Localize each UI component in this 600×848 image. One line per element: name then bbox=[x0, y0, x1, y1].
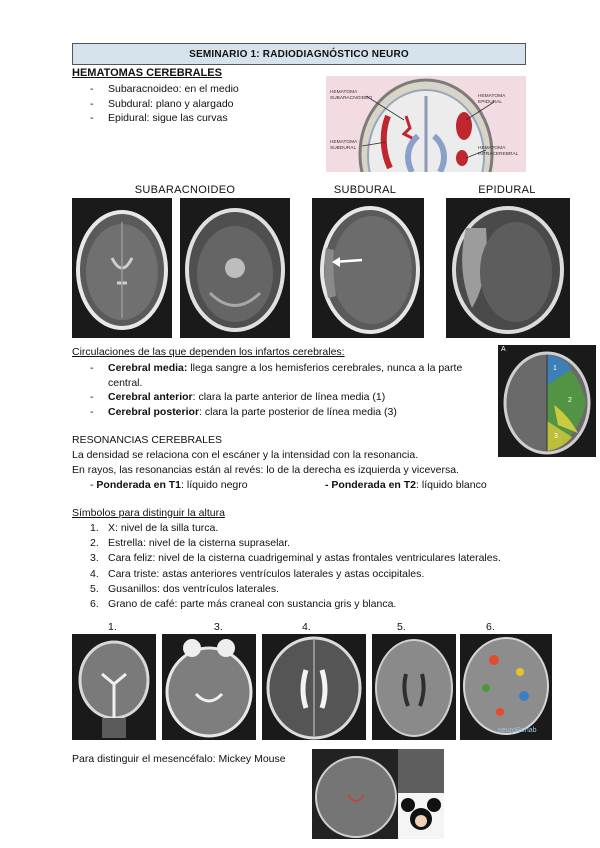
circulaciones-title: Circulaciones de las que dependen los infartos cerebrales: bbox=[72, 346, 345, 358]
page-title: SEMINARIO 1: RADIODIAGNÓSTICO NEURO bbox=[189, 49, 409, 60]
mri-image-4 bbox=[262, 634, 366, 740]
mri-number-6: 6. bbox=[486, 621, 495, 633]
diagram-label-subaracnoideo: HEMATOMA SUBARACNOIDEO bbox=[330, 90, 373, 101]
mri-image-1 bbox=[72, 634, 156, 740]
resonancias-t2: - Ponderada en T2: líquido blanco bbox=[325, 479, 487, 491]
resonancias-line-1: La densidad se relaciona con el escáner y la intensidad con la resonancia. bbox=[72, 449, 419, 461]
mri-number-5: 5. bbox=[397, 621, 406, 633]
diagram-label-epidural: HEMATOMA EPIDURAL bbox=[478, 94, 506, 105]
ct-subaracnoideo-2 bbox=[180, 198, 290, 338]
mesencefalo-image bbox=[312, 749, 444, 839]
resonancias-title: RESONANCIAS CEREBRALES bbox=[72, 434, 222, 446]
mri-number-3: 3. bbox=[214, 621, 223, 633]
list-item: - Subdural: plano y alargado bbox=[72, 97, 312, 112]
caption-subdural: SUBDURAL bbox=[333, 184, 397, 196]
list-item: 5. Gusanillos: dos ventrículos laterales. bbox=[90, 582, 279, 595]
caption-subaracnoideo: SUBARACNOIDEO bbox=[134, 184, 236, 196]
hematomas-list bbox=[72, 82, 312, 126]
figure-label-a: A bbox=[501, 346, 506, 353]
mri-number-1: 1. bbox=[108, 621, 117, 633]
figure-label-3: 3 bbox=[554, 433, 558, 440]
caption-epidural: EPIDURAL bbox=[478, 184, 536, 196]
mesencefalo-text: Para distinguir el mesencéfalo: Mickey Mouse bbox=[72, 753, 286, 765]
vascular-territory-figure bbox=[498, 345, 596, 457]
list-item: - Cerebral media: llega sangre a los hemisferios cerebrales, nunca a la parte central. bbox=[72, 361, 492, 390]
hematoma-diagram bbox=[326, 76, 526, 172]
mri-number-4: 4. bbox=[302, 621, 311, 633]
list-item: - Cerebral anterior: clara la parte anterior de línea media (1) bbox=[72, 390, 492, 405]
mri-image-3 bbox=[162, 634, 256, 740]
hematomas-title: HEMATOMAS CEREBRALES bbox=[72, 67, 222, 79]
resonancias-line-2: En rayos, las resonancias están al revés: lo de la derecha es izquierda y viceversa. bbox=[72, 464, 459, 476]
list-item: - Epidural: sigue las curvas bbox=[72, 111, 312, 126]
list-item: 6. Grano de café: parte más craneal con sustancia gris y blanca. bbox=[90, 598, 397, 611]
list-item: 2. Estrella: nivel de la cisterna supraselar. bbox=[90, 537, 291, 550]
simbolos-title: Símbolos para distinguir la altura bbox=[72, 507, 225, 519]
list-item: - Subaracnoideo: en el medio bbox=[72, 82, 312, 97]
list-item: 4. Cara triste: astas anteriores ventrículos laterales y astas occipitales. bbox=[90, 567, 425, 580]
figure-label-1: 1 bbox=[553, 365, 557, 372]
diagram-label-intracerebral: HEMATOMA INTRACEREBRAL bbox=[478, 146, 519, 157]
simbolos-list bbox=[72, 521, 542, 612]
page-header bbox=[72, 43, 526, 65]
ct-subaracnoideo-1 bbox=[72, 198, 172, 338]
list-item: - Cerebral posterior: clara la parte posterior de línea media (3) bbox=[72, 405, 492, 420]
ct-subdural bbox=[312, 198, 424, 338]
diagram-label-subdural: HEMATOMA SUBDURAL bbox=[330, 140, 358, 151]
mri-image-5 bbox=[372, 634, 456, 740]
ct-epidural bbox=[446, 198, 570, 338]
list-item: 1. X: nivel de la silla turca. bbox=[90, 522, 219, 534]
resonancias-t1: - Ponderada en T1: líquido negro bbox=[90, 479, 248, 491]
circulaciones-list bbox=[72, 361, 492, 419]
mri-image-6 bbox=[460, 634, 552, 740]
list-item: 3. Cara feliz: nivel de la cisterna cuadrigeminal y astas frontales ventriculares laterales. bbox=[90, 552, 501, 565]
mri-watermark: neuroRehab bbox=[498, 727, 537, 734]
figure-label-2: 2 bbox=[568, 397, 572, 404]
